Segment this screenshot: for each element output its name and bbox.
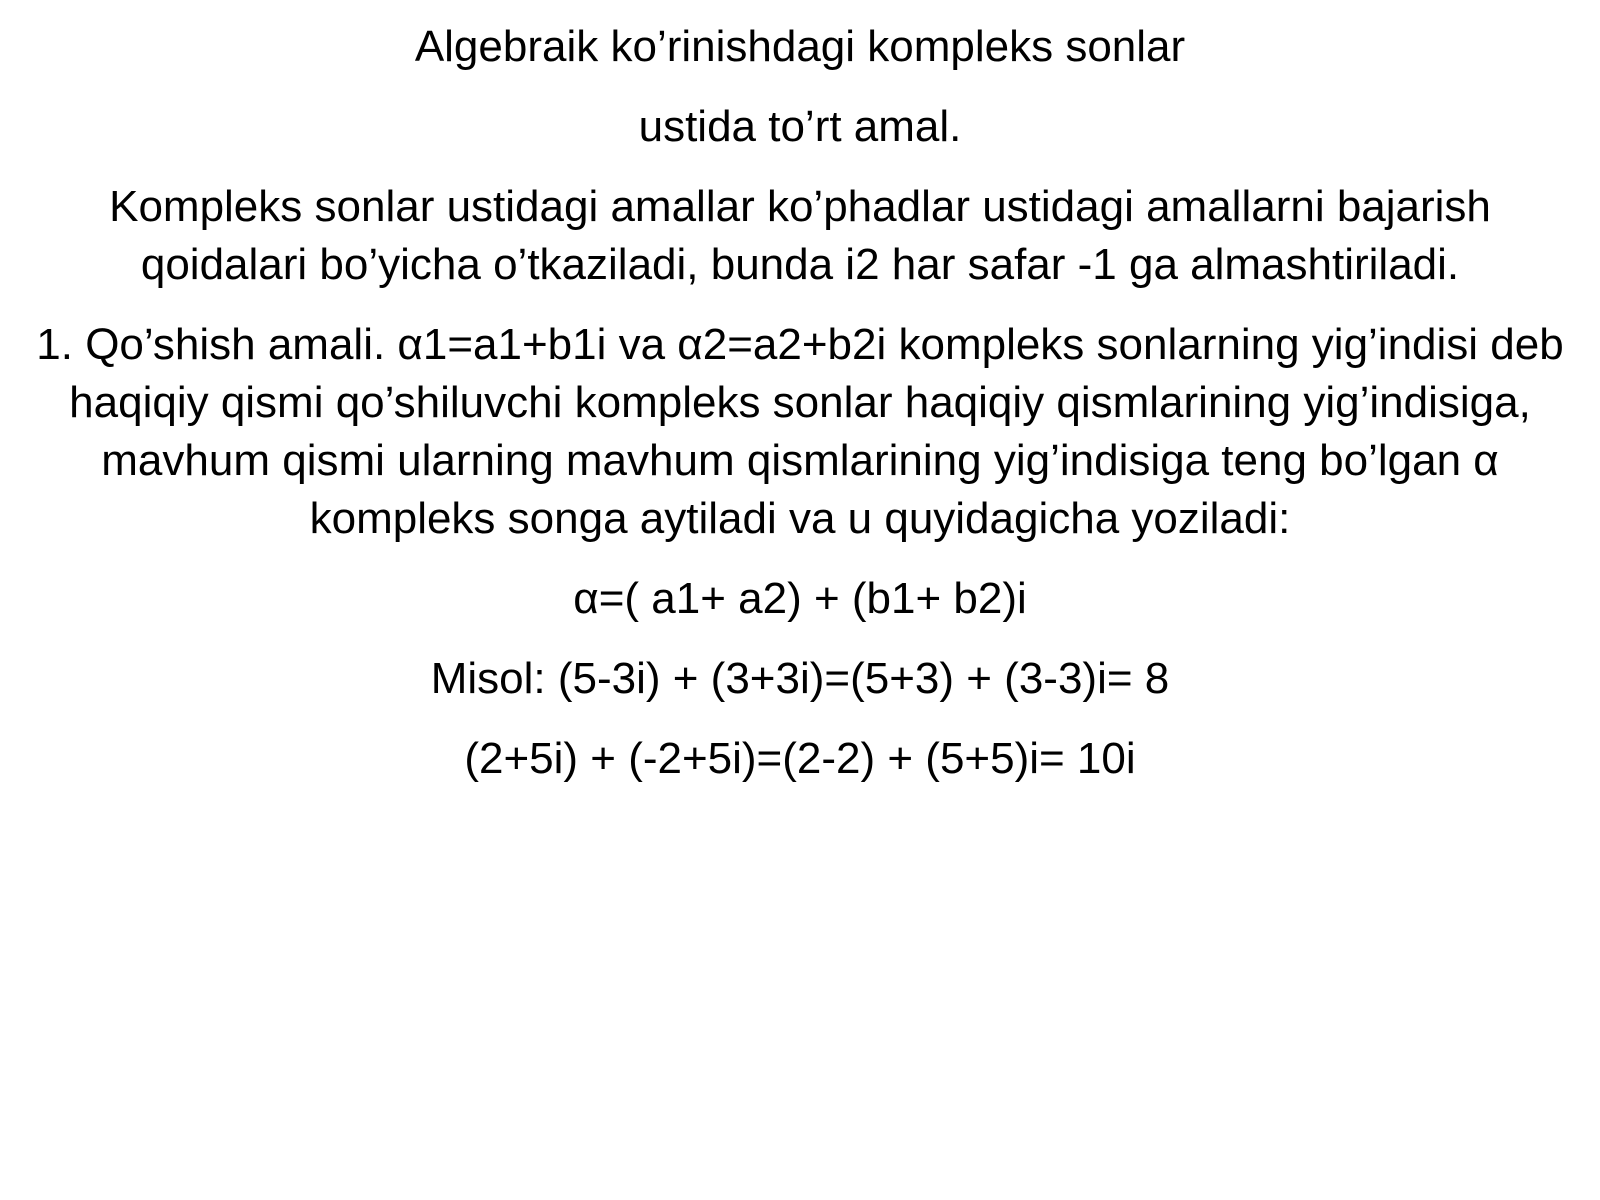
example-2: (2+5i) + (-2+5i)=(2-2) + (5+5)i= 10i bbox=[464, 734, 1136, 783]
title-line-2: ustida to’rt amal. bbox=[638, 102, 962, 151]
example-1: Misol: (5-3i) + (3+3i)=(5+3) + (3-3)i= 8 bbox=[430, 654, 1170, 703]
title-line-1: Algebraik ko’rinishdagi kompleks sonlar bbox=[414, 22, 1186, 71]
addition-definition: 1. Qo’shish amali. α1=a1+b1i va α2=a2+b2i kompleks sonlarning yig’indisi deb haqiqiy qismi qo’shiluvchi kompleks sonlar haqiqiy qismlarining yig’indisiga, mavhum qismi ularning mavhum qismlarining yig’indisiga teng bo’lgan α kompleks songa aytiladi va u quyidagicha yoziladi: bbox=[36, 320, 1564, 543]
addition-formula: α=( a1+ a2) + (b1+ b2)i bbox=[573, 574, 1027, 623]
slide-content bbox=[30, 18, 1570, 788]
intro-paragraph: Kompleks sonlar ustidagi amallar ko’phadlar ustidagi amallarni bajarish qoidalari bo’yicha o’tkaziladi, bunda i2 har safar -1 ga almashtiriladi. bbox=[109, 182, 1491, 289]
